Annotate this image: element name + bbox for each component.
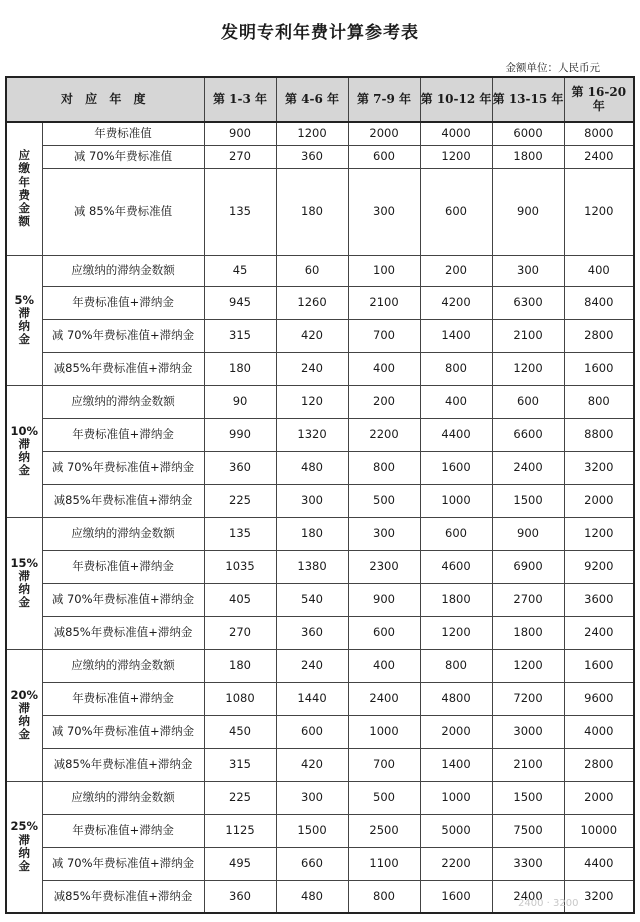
table-row [6, 748, 634, 781]
header-corner: 对 应 年 度 [6, 77, 204, 122]
group-label: 5% 滞 纳 金 [6, 255, 42, 385]
table-row [6, 451, 634, 484]
row-label: 减 70%年费标准值+滞纳金 [42, 583, 204, 616]
fee-cell: 315 [204, 748, 276, 781]
table-row [6, 319, 634, 352]
table-row [6, 616, 634, 649]
fee-cell: 400 [564, 255, 634, 286]
fee-cell: 2400 [564, 145, 634, 168]
table-row [6, 847, 634, 880]
fee-cell: 200 [348, 385, 420, 418]
fee-cell: 180 [204, 649, 276, 682]
fee-cell: 270 [204, 616, 276, 649]
fee-cell: 1320 [276, 418, 348, 451]
fee-cell: 405 [204, 583, 276, 616]
row-label: 应缴纳的滞纳金数额 [42, 649, 204, 682]
fee-cell: 90 [204, 385, 276, 418]
fee-cell: 360 [204, 451, 276, 484]
fee-cell: 2400 [348, 682, 420, 715]
fee-cell: 1400 [420, 319, 492, 352]
group-label: 25% 滞 纳 金 [6, 781, 42, 913]
table-row [6, 682, 634, 715]
header-col: 第 7-9 年 [348, 77, 420, 122]
fee-cell: 800 [348, 880, 420, 913]
fee-cell: 400 [348, 649, 420, 682]
table-row [6, 781, 634, 814]
fee-cell: 300 [348, 517, 420, 550]
fee-cell: 2200 [348, 418, 420, 451]
watermark: 2400 · 3200 [518, 898, 579, 909]
fee-cell: 400 [420, 385, 492, 418]
fee-cell: 135 [204, 517, 276, 550]
table-row [6, 122, 634, 145]
table-header-row [6, 77, 634, 122]
fee-cell: 3000 [492, 715, 564, 748]
fee-cell: 9600 [564, 682, 634, 715]
fee-cell: 1200 [276, 122, 348, 145]
fee-cell: 4200 [420, 286, 492, 319]
fee-cell: 7500 [492, 814, 564, 847]
fee-cell: 1500 [492, 781, 564, 814]
row-label: 减 70%年费标准值 [42, 145, 204, 168]
table-row [6, 145, 634, 168]
fee-cell: 8800 [564, 418, 634, 451]
fee-cell: 945 [204, 286, 276, 319]
fee-cell: 10000 [564, 814, 634, 847]
row-label: 减85%年费标准值+滞纳金 [42, 616, 204, 649]
fee-cell: 1400 [420, 748, 492, 781]
fee-cell: 3200 [564, 880, 634, 913]
fee-cell: 600 [420, 168, 492, 255]
currency-unit-note: 金额单位：人民币元 [505, 62, 600, 74]
fee-cell: 6600 [492, 418, 564, 451]
fee-cell: 6300 [492, 286, 564, 319]
fee-cell: 60 [276, 255, 348, 286]
fee-cell: 660 [276, 847, 348, 880]
row-label: 减 70%年费标准值+滞纳金 [42, 319, 204, 352]
page-title: 发明专利年费计算参考表 [221, 23, 419, 43]
fee-cell: 360 [276, 145, 348, 168]
table-row [6, 583, 634, 616]
header-col: 第 10-12 年 [420, 77, 492, 122]
fee-cell: 2200 [420, 847, 492, 880]
fee-cell: 270 [204, 145, 276, 168]
fee-cell: 300 [276, 484, 348, 517]
fee-cell: 315 [204, 319, 276, 352]
fee-cell: 1500 [492, 484, 564, 517]
fee-cell: 4400 [420, 418, 492, 451]
fee-cell: 2300 [348, 550, 420, 583]
table-row [6, 418, 634, 451]
table-row [6, 814, 634, 847]
fee-cell: 1440 [276, 682, 348, 715]
fee-cell: 4800 [420, 682, 492, 715]
row-label: 年费标准值+滞纳金 [42, 550, 204, 583]
fee-cell: 300 [276, 781, 348, 814]
fee-cell: 225 [204, 781, 276, 814]
fee-cell: 180 [276, 517, 348, 550]
fee-cell: 4400 [564, 847, 634, 880]
fee-cell: 2800 [564, 319, 634, 352]
fee-cell: 700 [348, 748, 420, 781]
fee-cell: 900 [492, 168, 564, 255]
table-row [6, 255, 634, 286]
fee-cell: 1200 [564, 517, 634, 550]
fee-cell: 4000 [420, 122, 492, 145]
group-label: 10% 滞 纳 金 [6, 385, 42, 517]
table-row [6, 550, 634, 583]
fee-cell: 990 [204, 418, 276, 451]
fee-cell: 800 [420, 352, 492, 385]
fee-cell: 1035 [204, 550, 276, 583]
fee-cell: 1000 [420, 781, 492, 814]
table-row [6, 385, 634, 418]
fee-cell: 2000 [420, 715, 492, 748]
table-row [6, 484, 634, 517]
fee-cell: 360 [276, 616, 348, 649]
fee-cell: 2800 [564, 748, 634, 781]
group-label: 20% 滞 纳 金 [6, 649, 42, 781]
fee-cell: 800 [348, 451, 420, 484]
fee-cell: 4000 [564, 715, 634, 748]
fee-cell: 1600 [564, 649, 634, 682]
fee-cell: 800 [564, 385, 634, 418]
fee-cell: 3600 [564, 583, 634, 616]
row-label: 减85%年费标准值+滞纳金 [42, 748, 204, 781]
fee-cell: 5000 [420, 814, 492, 847]
table-row [6, 286, 634, 319]
fee-cell: 100 [348, 255, 420, 286]
fee-cell: 1500 [276, 814, 348, 847]
fee-cell: 480 [276, 451, 348, 484]
fee-cell: 600 [348, 616, 420, 649]
header-col: 第 13-15 年 [492, 77, 564, 122]
fee-cell: 300 [492, 255, 564, 286]
fee-cell: 600 [420, 517, 492, 550]
fee-cell: 800 [420, 649, 492, 682]
fee-cell: 2100 [492, 748, 564, 781]
fee-cell: 600 [348, 145, 420, 168]
fee-cell: 240 [276, 352, 348, 385]
row-label: 年费标准值+滞纳金 [42, 286, 204, 319]
table-row [6, 715, 634, 748]
fee-cell: 2100 [348, 286, 420, 319]
fee-cell: 3200 [564, 451, 634, 484]
fee-cell: 1600 [420, 880, 492, 913]
fee-cell: 200 [420, 255, 492, 286]
fee-cell: 1000 [420, 484, 492, 517]
fee-cell: 180 [204, 352, 276, 385]
fee-cell: 1800 [492, 145, 564, 168]
fee-cell: 1080 [204, 682, 276, 715]
fee-cell: 480 [276, 880, 348, 913]
fee-cell: 1200 [564, 168, 634, 255]
fee-cell: 400 [348, 352, 420, 385]
header-col: 第 16-20 年 [564, 77, 634, 122]
fee-cell: 1600 [420, 451, 492, 484]
group-label: 15% 滞 纳 金 [6, 517, 42, 649]
row-label: 应缴纳的滞纳金数额 [42, 255, 204, 286]
row-label: 年费标准值+滞纳金 [42, 814, 204, 847]
fee-cell: 500 [348, 484, 420, 517]
fee-cell: 1200 [492, 649, 564, 682]
fee-cell: 2700 [492, 583, 564, 616]
row-label: 年费标准值+滞纳金 [42, 418, 204, 451]
fee-cell: 495 [204, 847, 276, 880]
fee-cell: 1380 [276, 550, 348, 583]
fee-cell: 1260 [276, 286, 348, 319]
fee-cell: 2500 [348, 814, 420, 847]
fee-cell: 900 [348, 583, 420, 616]
fee-cell: 500 [348, 781, 420, 814]
fee-cell: 540 [276, 583, 348, 616]
row-label: 减85%年费标准值+滞纳金 [42, 352, 204, 385]
row-label: 应缴纳的滞纳金数额 [42, 385, 204, 418]
fee-cell: 2400 [492, 451, 564, 484]
fee-cell: 2400 [492, 880, 564, 913]
fee-cell: 1125 [204, 814, 276, 847]
header-col: 第 1-3 年 [204, 77, 276, 122]
row-label: 减 85%年费标准值 [42, 168, 204, 255]
fee-cell: 135 [204, 168, 276, 255]
table-row [6, 168, 634, 255]
fee-cell: 180 [276, 168, 348, 255]
table-row [6, 352, 634, 385]
fee-cell: 3300 [492, 847, 564, 880]
table-row [6, 649, 634, 682]
row-label: 减85%年费标准值+滞纳金 [42, 880, 204, 913]
header-col: 第 4-6 年 [276, 77, 348, 122]
row-label: 年费标准值 [42, 122, 204, 145]
fee-cell: 360 [204, 880, 276, 913]
fee-cell: 700 [348, 319, 420, 352]
fee-cell: 1200 [420, 616, 492, 649]
fee-cell: 225 [204, 484, 276, 517]
fee-cell: 45 [204, 255, 276, 286]
fee-cell: 6900 [492, 550, 564, 583]
row-label: 年费标准值+滞纳金 [42, 682, 204, 715]
group-label: 应 缴 年 费 金 额 [6, 122, 42, 255]
fee-cell: 2000 [564, 484, 634, 517]
row-label: 减 70%年费标准值+滞纳金 [42, 847, 204, 880]
fee-cell: 8000 [564, 122, 634, 145]
patent-fee-table [5, 76, 635, 914]
fee-cell: 2400 [564, 616, 634, 649]
fee-cell: 420 [276, 748, 348, 781]
fee-cell: 4600 [420, 550, 492, 583]
fee-cell: 900 [204, 122, 276, 145]
fee-cell: 2100 [492, 319, 564, 352]
row-label: 减85%年费标准值+滞纳金 [42, 484, 204, 517]
fee-cell: 600 [492, 385, 564, 418]
fee-cell: 7200 [492, 682, 564, 715]
fee-cell: 1200 [420, 145, 492, 168]
row-label: 应缴纳的滞纳金数额 [42, 517, 204, 550]
fee-cell: 1000 [348, 715, 420, 748]
fee-cell: 1800 [492, 616, 564, 649]
row-label: 减 70%年费标准值+滞纳金 [42, 451, 204, 484]
row-label: 应缴纳的滞纳金数额 [42, 781, 204, 814]
fee-cell: 6000 [492, 122, 564, 145]
row-label: 减 70%年费标准值+滞纳金 [42, 715, 204, 748]
fee-cell: 450 [204, 715, 276, 748]
fee-cell: 300 [348, 168, 420, 255]
fee-cell: 8400 [564, 286, 634, 319]
fee-cell: 9200 [564, 550, 634, 583]
fee-cell: 240 [276, 649, 348, 682]
fee-cell: 120 [276, 385, 348, 418]
fee-cell: 1800 [420, 583, 492, 616]
fee-cell: 2000 [348, 122, 420, 145]
fee-cell: 1200 [492, 352, 564, 385]
fee-cell: 2000 [564, 781, 634, 814]
fee-cell: 1600 [564, 352, 634, 385]
fee-cell: 420 [276, 319, 348, 352]
table-row [6, 517, 634, 550]
fee-cell: 900 [492, 517, 564, 550]
fee-cell: 1100 [348, 847, 420, 880]
fee-cell: 600 [276, 715, 348, 748]
